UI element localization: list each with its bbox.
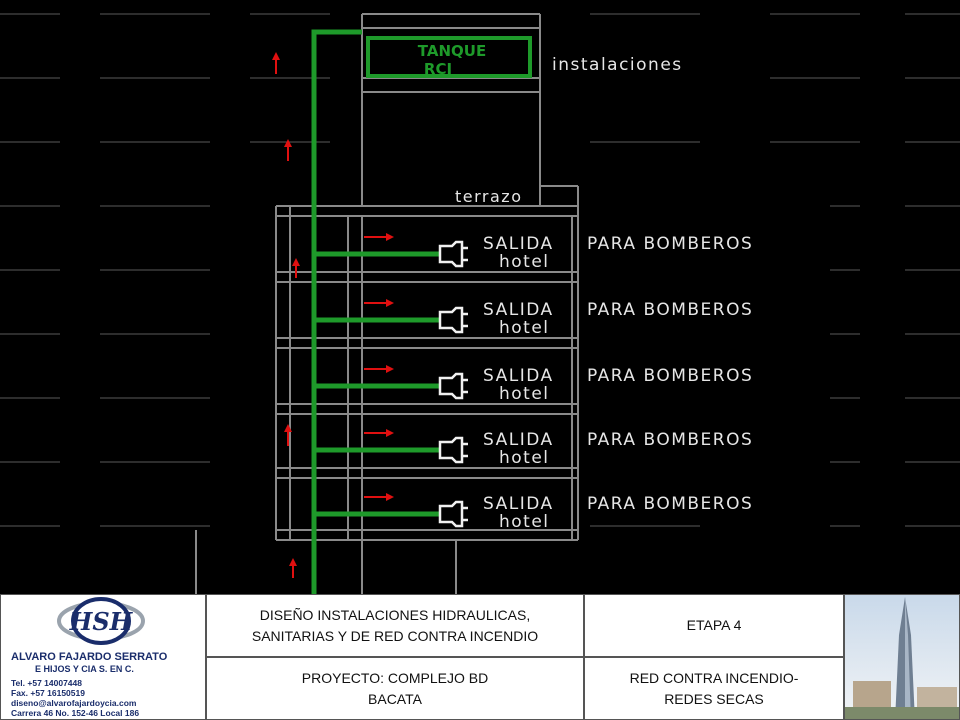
project-line1: PROYECTO: COMPLEJO BD <box>301 669 489 686</box>
company-name-line2: E HIJOS Y CIA S. EN C. <box>35 664 134 674</box>
system-cell <box>584 657 844 720</box>
fire-department-connection-icon <box>440 502 468 526</box>
design-scope-line1: DISEÑO INSTALACIONES HIDRAULICAS, <box>259 606 531 623</box>
company-name-line1: ALVARO FAJARDO SERRATO <box>11 651 168 663</box>
outlet-title: SALIDA <box>483 234 554 254</box>
stage-label: ETAPA 4 <box>686 617 742 633</box>
tank-label-line2: RCI <box>423 60 453 78</box>
fire-riser-pipe <box>314 32 362 594</box>
outlet-purpose: PARA BOMBEROS <box>587 234 754 254</box>
company-tel: Tel. +57 14007448 <box>11 678 82 688</box>
outlet-location: hotel <box>499 512 550 532</box>
outlet-purpose: PARA BOMBEROS <box>587 430 754 450</box>
outlet-row <box>314 365 753 404</box>
title-block <box>0 594 960 720</box>
outlet-row <box>314 233 753 272</box>
company-email: diseno@alvarofajardoycia.com <box>11 698 137 708</box>
outlet-row <box>314 299 753 338</box>
outlet-purpose: PARA BOMBEROS <box>587 494 754 514</box>
outlet-location: hotel <box>499 252 550 272</box>
outlet-location: hotel <box>499 318 550 338</box>
flow-arrow <box>364 429 394 437</box>
project-line2: BACATA <box>368 690 422 707</box>
tank-label-line1: TANQUE <box>417 42 487 60</box>
design-scope-cell <box>206 594 584 657</box>
outlet-purpose: PARA BOMBEROS <box>587 300 754 320</box>
design-scope-line2: SANITARIAS Y DE RED CONTRA INCENDIO <box>251 627 539 644</box>
installations-label: instalaciones <box>552 55 683 75</box>
flow-arrow <box>364 493 394 501</box>
building-render-image <box>844 594 960 720</box>
svg-text:HSH: HSH <box>69 607 133 636</box>
outlet-rows <box>314 233 753 532</box>
system-line1: RED CONTRA INCENDIO- <box>629 669 799 686</box>
fire-department-connection-icon <box>440 308 468 332</box>
company-fax: Fax. +57 16150519 <box>11 688 85 698</box>
fire-department-connection-icon <box>440 438 468 462</box>
stage-cell <box>584 594 844 657</box>
flow-arrow <box>364 365 394 373</box>
outlet-row <box>314 429 753 468</box>
outlet-location: hotel <box>499 448 550 468</box>
company-address: Carrera 46 No. 152-46 Local 186 <box>11 708 140 718</box>
flow-arrow <box>364 299 394 307</box>
company-logo-icon <box>1 597 207 649</box>
terrace-label: terrazo <box>455 187 523 206</box>
company-logo-cell <box>0 594 206 720</box>
outlet-location: hotel <box>499 384 550 404</box>
project-cell <box>206 657 584 720</box>
fire-department-connection-icon <box>440 374 468 398</box>
outlet-title: SALIDA <box>483 430 554 450</box>
system-line2: REDES SECAS <box>664 690 764 707</box>
flow-arrow <box>364 233 394 241</box>
outlet-title: SALIDA <box>483 494 554 514</box>
outlet-purpose: PARA BOMBEROS <box>587 366 754 386</box>
fire-department-connection-icon <box>440 242 468 266</box>
outlet-title: SALIDA <box>483 366 554 386</box>
outlet-title: SALIDA <box>483 300 554 320</box>
grid-lines <box>0 14 960 526</box>
